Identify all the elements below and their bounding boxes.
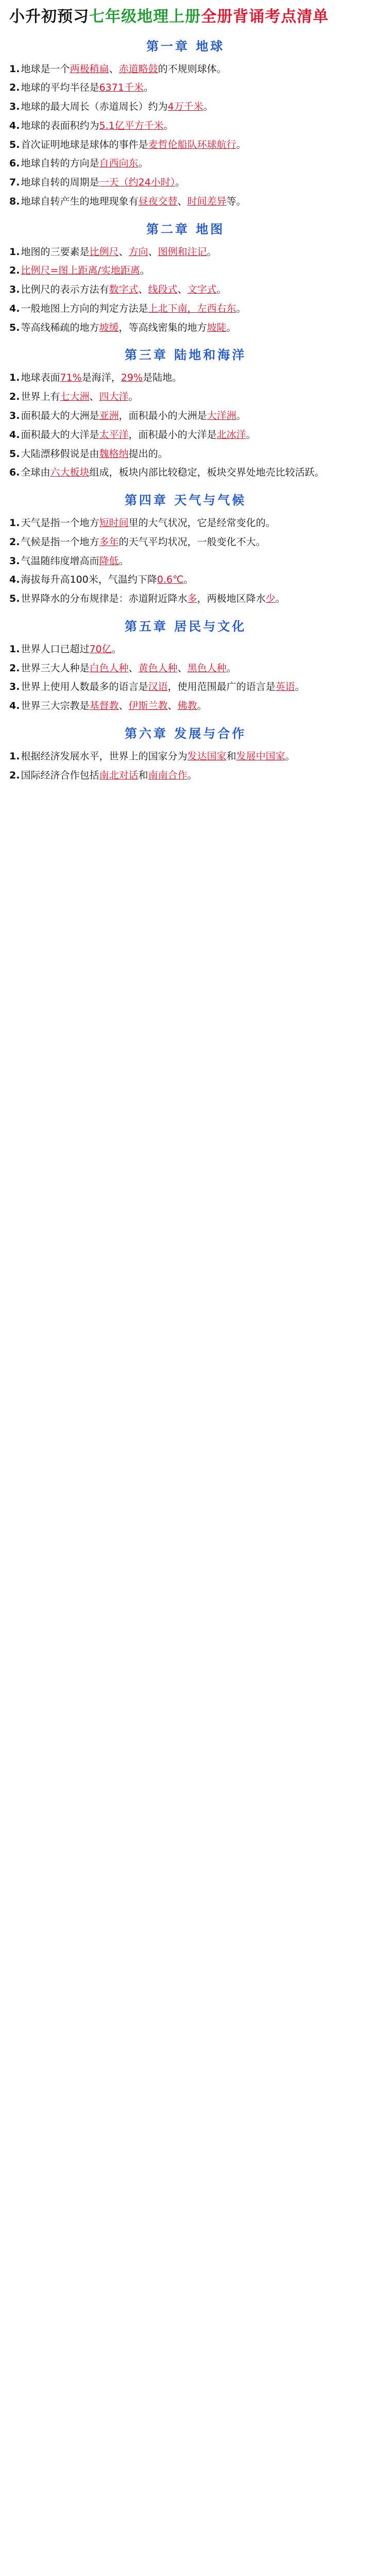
key-term: 两极稍扁 bbox=[70, 63, 109, 75]
item-number: 5. bbox=[9, 448, 20, 460]
key-term: 上北下南，左西右东 bbox=[148, 302, 237, 314]
item-text: 等。 bbox=[226, 195, 246, 207]
key-term: 北冰洋 bbox=[216, 429, 246, 440]
item-number: 1. bbox=[9, 246, 20, 258]
item-text: 。 bbox=[295, 681, 305, 693]
title-part-2: 七年级地理上册 bbox=[89, 8, 201, 26]
item-text: ，等高线密集的地方 bbox=[119, 321, 207, 333]
key-term: 黑色人种 bbox=[187, 662, 227, 674]
key-term: 南北对话 bbox=[99, 769, 139, 781]
item-text: 、 bbox=[119, 246, 129, 258]
item-text: 地球自转的方向是 bbox=[21, 158, 99, 170]
list-item bbox=[9, 408, 362, 424]
item-text: 。 bbox=[128, 391, 139, 403]
list-item bbox=[9, 679, 362, 695]
item-text: 根据经济发展水平，世界上的国家分为 bbox=[21, 750, 188, 762]
list-item bbox=[9, 534, 362, 550]
item-number: 2. bbox=[9, 536, 20, 548]
item-text: 、 bbox=[167, 700, 178, 712]
list-item bbox=[9, 572, 362, 588]
item-text: 。 bbox=[138, 158, 148, 170]
item-number: 7. bbox=[9, 177, 20, 189]
document bbox=[0, 0, 371, 807]
item-number: 4. bbox=[9, 302, 20, 314]
list-item bbox=[9, 553, 362, 569]
item-text: 。 bbox=[226, 321, 237, 333]
chapter-section bbox=[9, 723, 362, 784]
key-term: 5.1亿平方千米 bbox=[99, 120, 164, 131]
item-text: 、 bbox=[89, 391, 99, 403]
key-term: 黄色人种 bbox=[138, 662, 178, 674]
item-text: 。 bbox=[140, 265, 150, 277]
item-text: ，面积最小的大洲是 bbox=[119, 410, 207, 421]
item-text: 世界三大宗教是 bbox=[21, 700, 90, 712]
item-text: 。 bbox=[246, 429, 256, 440]
item-number: 2. bbox=[9, 662, 20, 674]
item-text: 。 bbox=[236, 302, 246, 314]
item-number: 2. bbox=[9, 391, 20, 403]
list-item bbox=[9, 61, 362, 77]
key-term: 白色人种 bbox=[89, 662, 129, 674]
key-term: 发达国家 bbox=[187, 750, 227, 762]
item-text: ，两极地区降水 bbox=[197, 593, 266, 605]
item-text: 等高线稀疏的地方 bbox=[21, 321, 99, 333]
title-part-1: 小升初预习 bbox=[9, 8, 89, 26]
item-number: 3. bbox=[9, 410, 20, 421]
item-text: 。 bbox=[187, 769, 197, 781]
key-term: 比例尺=图上距离/实地距离 bbox=[21, 265, 140, 277]
key-term: 71% bbox=[60, 372, 82, 384]
item-text: 。 bbox=[119, 555, 129, 567]
key-term: 4万千米 bbox=[167, 101, 204, 113]
item-text: 组成，板块内部比较稳定，板块交界处地壳比较活跃。 bbox=[89, 467, 325, 479]
list-item bbox=[9, 99, 362, 115]
key-term: 坡缓 bbox=[99, 321, 119, 333]
item-text: 大陆漂移假说是由 bbox=[21, 448, 99, 460]
item-number: 1. bbox=[9, 643, 20, 655]
item-text: 全球由 bbox=[21, 467, 50, 479]
item-text: 国际经济合作包括 bbox=[21, 769, 99, 781]
item-text: 。 bbox=[236, 410, 246, 421]
item-text: 。 bbox=[163, 120, 174, 131]
list-item bbox=[9, 301, 362, 317]
item-text: 天气是指一个地方 bbox=[21, 517, 99, 529]
list-item bbox=[9, 175, 362, 191]
list-item bbox=[9, 118, 362, 134]
item-number: 6. bbox=[9, 467, 20, 479]
item-text: 、 bbox=[177, 195, 188, 207]
key-term: 线段式 bbox=[148, 284, 178, 296]
key-term: 少 bbox=[265, 593, 276, 605]
item-text: 地球表面 bbox=[21, 372, 60, 384]
item-text: 。 bbox=[203, 101, 213, 113]
key-term: 图例和注记 bbox=[158, 246, 207, 258]
item-text: 、 bbox=[138, 284, 148, 296]
item-number: 2. bbox=[9, 82, 20, 94]
list-item bbox=[9, 263, 362, 279]
item-text: 地球是一个 bbox=[21, 63, 70, 75]
key-term: 坡陡 bbox=[207, 321, 227, 333]
list-item bbox=[9, 427, 362, 443]
list-item bbox=[9, 591, 362, 607]
key-term: 70亿 bbox=[89, 643, 112, 655]
key-term: 6371千米 bbox=[99, 82, 144, 94]
list-item bbox=[9, 698, 362, 714]
item-number: 1. bbox=[9, 63, 20, 75]
key-term: 大洋洲 bbox=[207, 410, 237, 421]
item-number: 3. bbox=[9, 101, 20, 113]
key-term: 多年 bbox=[99, 536, 119, 548]
item-number: 1. bbox=[9, 372, 20, 384]
item-text: 。 bbox=[175, 177, 185, 189]
title-part-3: 全册背诵考点清单 bbox=[201, 8, 329, 26]
item-number: 2. bbox=[9, 265, 20, 277]
key-term: 基督教 bbox=[89, 700, 119, 712]
key-term: 太平洋 bbox=[99, 429, 129, 440]
item-number: 6. bbox=[9, 158, 20, 170]
item-text: 海拔每升高100米，气温约下降 bbox=[21, 574, 157, 586]
item-text: 地球的表面积约为 bbox=[21, 120, 99, 131]
list-item bbox=[9, 282, 362, 298]
item-text: 、 bbox=[109, 63, 119, 75]
key-term: 七大洲 bbox=[60, 391, 90, 403]
item-text: 的不规则球体。 bbox=[158, 63, 227, 75]
item-text: 、 bbox=[148, 246, 158, 258]
key-term: 降低 bbox=[99, 555, 119, 567]
list-item bbox=[9, 389, 362, 405]
key-term: 英语 bbox=[275, 681, 295, 693]
item-text: 地球自转产生的地理现象有 bbox=[21, 195, 139, 207]
item-text: 提出的。 bbox=[128, 448, 168, 460]
item-text: 。 bbox=[183, 574, 194, 586]
key-term: 文字式 bbox=[187, 284, 217, 296]
item-text: 里的大气状况，它是经常变化的。 bbox=[128, 517, 276, 529]
item-text: 一般地图上方向的判定方法是 bbox=[21, 302, 148, 314]
item-text: 面积最大的大洲是 bbox=[21, 410, 99, 421]
key-term: 亚洲 bbox=[99, 410, 119, 421]
list-item bbox=[9, 244, 362, 260]
chapter-heading: 第四章 天气与气候 bbox=[124, 493, 247, 508]
list-item bbox=[9, 137, 362, 153]
chapter-section bbox=[9, 219, 362, 336]
chapter-heading: 第一章 地球 bbox=[146, 39, 225, 54]
item-number: 1. bbox=[9, 517, 20, 529]
item-number: 3. bbox=[9, 555, 20, 567]
key-term: 汉语 bbox=[148, 681, 168, 693]
item-text: 世界上使用人数最多的语言是 bbox=[21, 681, 148, 693]
chapter-heading: 第五章 居民与文化 bbox=[124, 619, 247, 634]
item-text: 。 bbox=[111, 643, 122, 655]
item-number: 4. bbox=[9, 429, 20, 440]
item-text: 。 bbox=[275, 593, 285, 605]
item-text: 地图的三要素是 bbox=[21, 246, 90, 258]
item-text: 面积最大的大洋是 bbox=[21, 429, 99, 440]
item-text: 是陆地。 bbox=[142, 372, 182, 384]
item-text: 。 bbox=[197, 700, 207, 712]
chapter-section bbox=[9, 345, 362, 481]
item-text: 比例尺的表示方法有 bbox=[21, 284, 109, 296]
item-text: 地球的最大周长（赤道周长）约为 bbox=[21, 101, 168, 113]
list-item bbox=[9, 194, 362, 210]
chapter-heading: 第三章 陆地和海洋 bbox=[124, 348, 247, 363]
item-text: 、 bbox=[177, 284, 188, 296]
item-number: 5. bbox=[9, 139, 20, 150]
item-text: 气候是指一个地方 bbox=[21, 536, 99, 548]
item-number: 4. bbox=[9, 574, 20, 586]
list-item bbox=[9, 660, 362, 676]
key-term: 佛教 bbox=[177, 700, 197, 712]
chapter-list bbox=[9, 36, 362, 784]
key-term: 魏格纳 bbox=[99, 448, 129, 460]
item-text: 世界上有 bbox=[21, 391, 60, 403]
item-number: 4. bbox=[9, 700, 20, 712]
list-item bbox=[9, 768, 362, 784]
item-number: 4. bbox=[9, 120, 20, 131]
list-item bbox=[9, 641, 362, 657]
item-text: 和 bbox=[138, 769, 148, 781]
key-term: 发展中国家 bbox=[236, 750, 285, 762]
key-term: 0.6℃ bbox=[157, 574, 184, 586]
item-text: 。 bbox=[285, 750, 295, 762]
item-text: 地球自转的周期是 bbox=[21, 177, 99, 189]
item-text: 世界三大人种是 bbox=[21, 662, 90, 674]
item-text: 、 bbox=[177, 662, 188, 674]
item-text: ，面积最小的大洋是 bbox=[128, 429, 217, 440]
item-text: 、 bbox=[128, 662, 139, 674]
key-term: 29% bbox=[121, 372, 143, 384]
item-number: 5. bbox=[9, 593, 20, 605]
key-term: 南南合作 bbox=[148, 769, 188, 781]
item-number: 2. bbox=[9, 769, 20, 781]
list-item bbox=[9, 446, 362, 462]
item-text: 地球的平均半径是 bbox=[21, 82, 99, 94]
key-term: 时间差异 bbox=[187, 195, 227, 207]
item-text: 。 bbox=[226, 662, 237, 674]
item-text: 是海洋， bbox=[81, 372, 121, 384]
item-text: 。 bbox=[143, 82, 154, 94]
key-term: 昼夜交替 bbox=[138, 195, 178, 207]
list-item bbox=[9, 465, 362, 481]
item-text: 、 bbox=[119, 700, 129, 712]
chapter-section bbox=[9, 616, 362, 714]
item-number: 3. bbox=[9, 284, 20, 296]
list-item bbox=[9, 370, 362, 386]
chapter-section bbox=[9, 36, 362, 210]
item-text: ，使用范围最广的语言是 bbox=[167, 681, 276, 693]
item-number: 5. bbox=[9, 321, 20, 333]
page-title bbox=[9, 7, 362, 27]
key-term: 麦哲伦船队环球航行 bbox=[148, 139, 237, 150]
item-text: 气温随纬度增高而 bbox=[21, 555, 99, 567]
key-term: 自西向东 bbox=[99, 158, 139, 170]
chapter-heading: 第六章 发展与合作 bbox=[124, 726, 247, 741]
item-text: 的天气平均状况，一般变化不大。 bbox=[119, 536, 266, 548]
list-item bbox=[9, 515, 362, 531]
key-term: 多 bbox=[187, 593, 197, 605]
item-text: 。 bbox=[236, 139, 246, 150]
key-term: 伊斯兰教 bbox=[128, 700, 168, 712]
list-item bbox=[9, 749, 362, 765]
key-term: 四大洋 bbox=[99, 391, 129, 403]
key-term: 方向 bbox=[128, 246, 148, 258]
key-term: 赤道略鼓 bbox=[119, 63, 158, 75]
item-number: 8. bbox=[9, 195, 20, 207]
item-text: 。 bbox=[207, 246, 217, 258]
chapter-section bbox=[9, 490, 362, 607]
item-text: 。 bbox=[216, 284, 227, 296]
key-term: 数字式 bbox=[109, 284, 139, 296]
item-text: 世界降水的分布规律是：赤道附近降水 bbox=[21, 593, 188, 605]
key-term: 六大板块 bbox=[50, 467, 90, 479]
item-text: 世界人口已超过 bbox=[21, 643, 90, 655]
item-number: 3. bbox=[9, 681, 20, 693]
key-term: 比例尺 bbox=[89, 246, 119, 258]
key-term: 一天（约24小时） bbox=[99, 177, 176, 189]
chapter-heading: 第二章 地图 bbox=[146, 222, 225, 236]
item-text: 首次证明地球是球体的事件是 bbox=[21, 139, 148, 150]
list-item bbox=[9, 80, 362, 96]
item-text: 和 bbox=[226, 750, 237, 762]
item-number: 1. bbox=[9, 750, 20, 762]
key-term: 短时间 bbox=[99, 517, 129, 529]
list-item bbox=[9, 156, 362, 172]
list-item bbox=[9, 320, 362, 336]
